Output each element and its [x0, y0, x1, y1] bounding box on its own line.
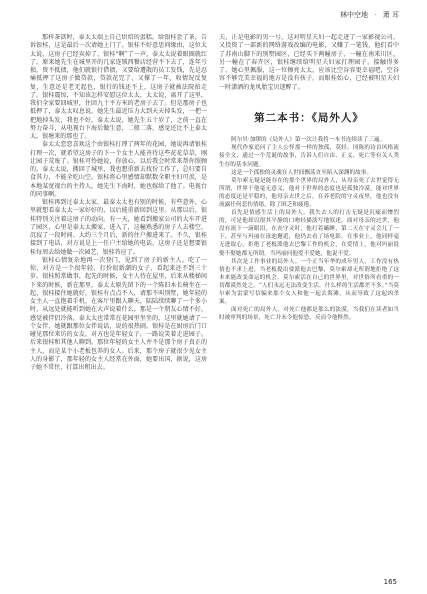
header-separator: · [374, 11, 377, 19]
right-paragraph: 阿尔贝·加缪的《局外人》第一次让我将一本书连续读了三遍。 [231, 137, 386, 144]
left-paragraph: 那样茶獃时，泰太太端上自己烘焙的蛋糕，给银桂尝了茶，告诉银桂，这是最后一次请她上门了。银桂不好意思问缘由，这位太太说，这房子已经卖掉了，银桂“啊”了一声，泰太太说着眼圈就红了。原来她先生在城里开的几家连锁西餐店经营不下去了，连年亏损，资不抵债，他们就银行借债，又要给遭散的员工发钱，先是忍痛抵押了这房子做贷款，贷款花完了，又撑了一年，收情况反复复，生意还是老无起色，银行的钱还不上，这房子就被法院拍走了。银桂震惊，不知该怎样安慰这位太太，太太说，离开了这里，我们全家要回城里，住回九十平方米的老房子去了。但是那房子也抵押了，泰太太叹息说，她先生最近压力大到天天掉头发，一把一把地掉头发，我也不好，泰太太说，她先生五十岁了，之前一直在努力奋斗，从电视台下海后做生意，二般二落，感觉还比不上泰太太。银塘来的那也了。 [30, 34, 207, 140]
left-paragraph: 泰太太恋恋喜欢这个由银桂打理了两年的花园，她说再请银桂打理一次，就希望这房子的下一个女主人能善待这些花花草草，刚让园子荒废了。银桂可怜她说，你放心，以后我会时常来帮你照顾的。泰太太说，搬回了城里，我也想重新去找份工作了，总归要自食其力，不能全吃山空。银桂将心里感情却默数全职主妇可羡，是本地某宽视台的主持人，她先生下海时，她也嫁给了他了。电视台的同事啊。 [30, 141, 207, 198]
section-title: 第二本书：《局外人》 [254, 112, 364, 124]
right-paragraph: 夫，正是电影的男一号，这对明星夫妇一起走进了一家影视公司，又投资了一部新的网络游戏改编的电影，又赚了一笔钱，他们看中了苏南山脚下的别墅园区，已经买下两幢房子，一幢在南来川区，另一幢在了春卉区，银桂继续给明星夫妇家打理园子，接触得多了，她心里佩服，这一位擦亮太太，应该比空谷容更幸福吧，空谷容不够完美幸福的地方是没有孩子，而眼桂始心，已经被明星夫妇一时潇洒的龙凤胎宝贝迷醉了。 [219, 34, 399, 91]
right-body-text [219, 136, 399, 546]
right-column [219, 34, 399, 546]
right-paragraph: 面对死亡的局外人。对死亡他都是那么的淡漠，当我们在读者如当时被审判的场景，死亡并未令他惊恐，反而令他释然。 [219, 307, 399, 322]
right-paragraph: 首先是情感生活上的局外人。我失去人的打击无疑是沉痛而惨烈的，可是他却以很其平静的口吻轻描淡写地叙述，面对母亲的过世，他没有流下一滴眼泪，在丧守灵时，他打着瞌睡，第二天在守灵会儿了一下，甚至与玛丽在泳池邂逅，他仍去看了场电影。在事业上，他同样毫无进取心，拒绝了老板派他去巴黎工作的机会，在爱情上，他对玛丽说娶不娶她都无所谓，当玛丽问他爱不爱她，他说不爱。 [219, 210, 399, 257]
right-paragraph: 这是一个孤独的灵魂在人世间飘荡直至陷入深渊的故事。 [231, 169, 373, 176]
right-top-text [219, 34, 399, 92]
left-paragraph: 银桂心情复杂地再一次登门，见到了房子的新主人。吃了一惊，对方是一个很年轻，打扮很新潮的女子，看起来还不到三十岁。银桂照常做事，起先的时候，女主人待在屋里，后来从楼梯间下来的时候，新在那里，泰太太原先留下的一个陈旧木长椅坐在一起，银桂接住她就好，银桂有点点不入，请那不叫别墅，她年轻的女主人一直抱着手机，在客厅里跟人聊天，陆陆续续聊了一个多小时，从远处就能听到她在大声说着什么。那是一个朋友心情不好，感觉被伴侣冷落，泰太太也常常在花园里坐坐的，这里就她请了一个女伴，她就跟那位女伴说话，说的很热闹。银桂是在厨房后门口碰见那位来访的女友，对方也是年轻女子，一路说笑着走进园子。后来银桂和其他人聊到，那位年轻的女主人并不是那个房子真正的主人，而是某个小老板包养的女人。后来，那个房子就很少见女主人的身影了，那年轻的女主人经常在外面，她要出国，据说，这房子她不常住，打算出租出去。 [30, 256, 207, 371]
header-book-title: 林中空地 [340, 11, 369, 19]
right-paragraph: 其次是工作事业的局外人。一个正当年华的成年男人，工作没有热情也不求上进，当老板提出要派他去巴黎，莫尔索却无所谓地拒绝了这本来能改变命运的机会。莫尔索活在自己的世界里，对世俗所看重的一切都漠然处之。“人们永远无法改变生活，什么样的生活都差不多。”当莫尔索为雷蒙写信骗来那个女人和他一起去海滩，从而导致了这起凶杀案。 [219, 258, 399, 306]
left-column [30, 34, 207, 564]
right-paragraph: 现代作家追问了主人公怪那一样的独孤，莫轻、冈陈的诗首风格流接全文，通过一个荒诞的故事，告诉人们自由、正义、死亡等有关人类生存的基本问题。 [219, 145, 399, 168]
left-paragraph: 银桂再到过泰太太家，最泰太太也有别的时候，有些意外，心里就想看泰太太一家好好的，以后能重新回到这里。从那以后，银桂特别关注着这房子的动向。有一天，她看到搬家公司的大车开进了园区，心里是泰太太搬家，进入了，这幢熟悉的房子人去楼空，沉寂了一段时间。大约三个月后，新的住户搬进来了。不久，银桂接到了电话，对方说是上一任户主给她的电话，这房子还是想要银桂每周去给她做一次园艺，银桂答应了。 [30, 199, 207, 256]
running-header [340, 10, 399, 20]
header-author: 萧 耳 [382, 11, 399, 19]
right-paragraph: 莫尔索无疑是能存在的那个世界的局外人，从母亲死了去世觉得无所谓，世界于他毫无意义，他对于世界的态度也是孤独冷漠，能对世界的态度还是平稳的，他母亲去世之后，在养老院的守灵夜里，他也没有流露任何悲伤情绪，除了困乏和疲倦。 [219, 177, 399, 208]
page-number: 165 [383, 578, 397, 586]
